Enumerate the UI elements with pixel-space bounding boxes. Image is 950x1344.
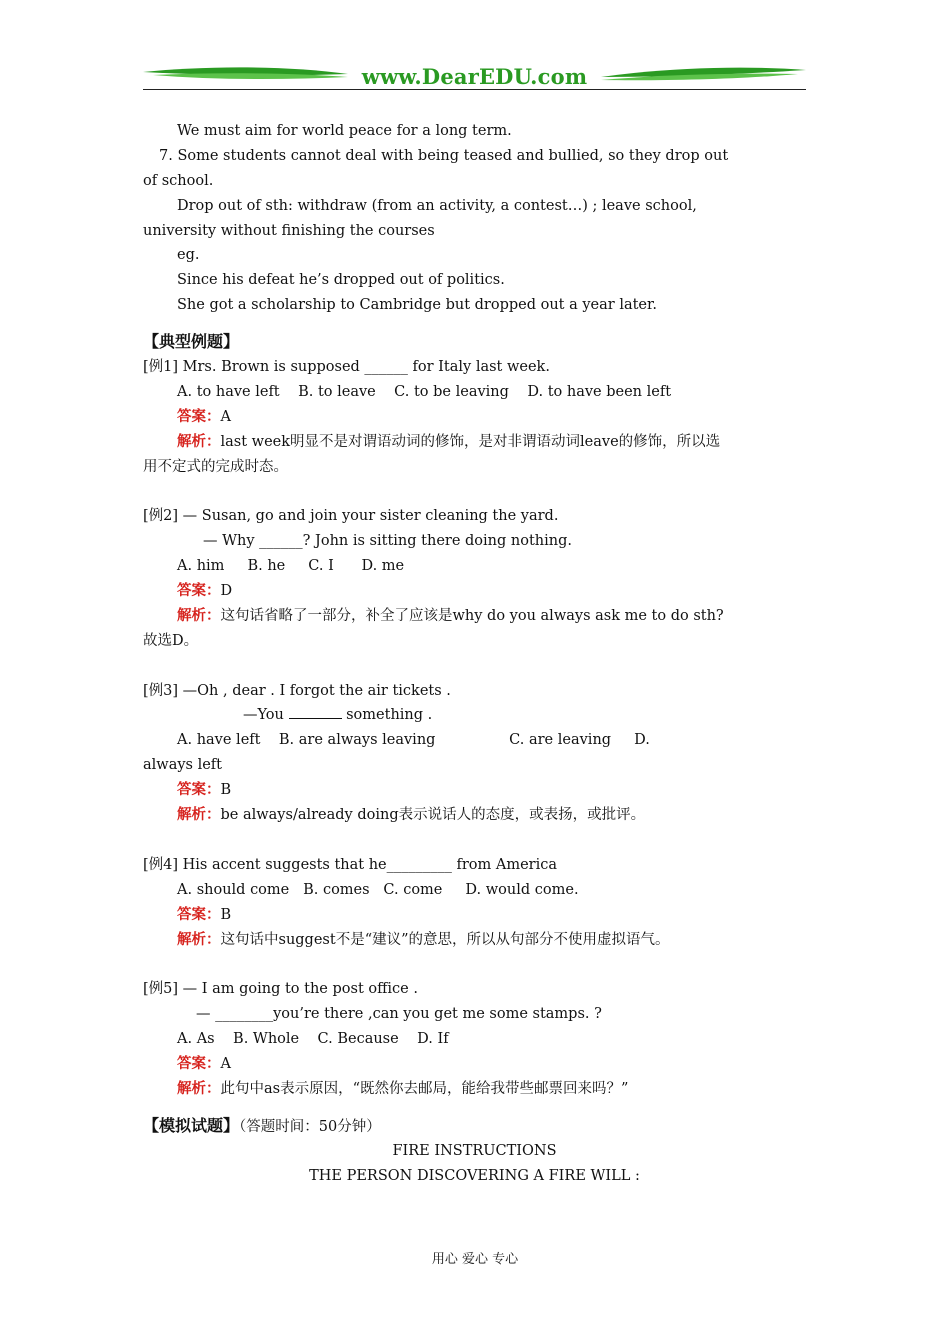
answer-label: 答案：	[177, 1055, 221, 1072]
section-heading: 【模拟试题】（答题时间：50分钟）	[143, 1115, 381, 1135]
answer-label: 答案：	[177, 408, 221, 425]
text-line: eg.	[177, 247, 200, 264]
example-explanation	[143, 1077, 806, 1102]
example-options: A. to have left B. to leave C. to be leaving D. to have been left	[177, 383, 672, 400]
page-footer: 用心 爱心 专心	[431, 1252, 519, 1267]
section-heading: 【典型例题】	[143, 332, 240, 352]
explanation-text: 故选D。	[143, 632, 199, 649]
explanation-text: last week明显不是对谓语动词的修饰，是对非谓语动词leave的修饰，所以选	[220, 433, 721, 450]
answer-value: D	[220, 583, 233, 600]
example-question: —You something .	[143, 703, 806, 728]
answer-label: 答案：	[177, 583, 221, 600]
answer-value: A	[220, 408, 231, 425]
text-line: 7. Some students cannot deal with being teased and bullied, so they drop out	[159, 147, 729, 164]
example-question: — Why ______? John is sitting there doing nothing.	[203, 533, 572, 550]
document-body	[143, 119, 806, 1188]
text-line: Drop out of sth: withdraw (from an activity, a contest…) ; leave school,	[177, 197, 697, 214]
example-answer	[143, 1052, 806, 1077]
text-line: We must aim for world peace for a long term.	[177, 123, 512, 139]
explanation-label: 解析：	[177, 433, 221, 450]
example-explanation	[143, 430, 806, 455]
answer-label: 答案：	[177, 782, 221, 799]
example-options: always left	[143, 757, 222, 774]
example-options: A. him B. he C. I D. me	[177, 558, 405, 575]
explanation-text: 这句话省略了一部分，补全了应该是why do you always ask me to do sth?	[220, 607, 724, 624]
example-explanation	[143, 604, 806, 629]
passage-title: FIRE INSTRUCTIONS	[392, 1142, 557, 1159]
page-header	[143, 62, 806, 92]
example-options: A. As B. Whole C. Because D. If	[177, 1031, 449, 1048]
site-logo-text: www.DearEDU.com	[361, 64, 588, 89]
example-question: [例1] Mrs. Brown is supposed ______ for Italy last week.	[143, 359, 550, 376]
explanation-text: be always/already doing表示说话人的态度，或表扬，或批评。	[220, 807, 646, 824]
explanation-text: 这句话中suggest不是“建议”的意思，所以从句部分不使用虚拟语气。	[220, 931, 670, 948]
example-question: — ________you’re there ,can you get me some stamps. ?	[196, 1006, 602, 1023]
explanation-text: 此句中as表示原因，“既然你去邮局，能给我带些邮票回来吗？”	[220, 1080, 629, 1097]
answer-blank	[289, 704, 342, 719]
explanation-label: 解析：	[177, 607, 221, 624]
example-question: [例5] — I am going to the post office .	[143, 981, 418, 998]
example-explanation	[143, 928, 806, 953]
text-line: university without finishing the courses	[143, 222, 435, 239]
answer-value: B	[220, 782, 232, 799]
example-question: [例2] — Susan, go and join your sister cleaning the yard.	[143, 508, 559, 525]
example-question: [例3] —Oh , dear . I forgot the air tickets .	[143, 682, 451, 699]
section-subtitle: （答题时间：50分钟）	[239, 1118, 381, 1135]
explanation-label: 解析：	[177, 807, 221, 824]
explanation-text: 用不定式的完成时态。	[143, 458, 288, 475]
example-explanation	[143, 803, 806, 828]
answer-label: 答案：	[177, 906, 221, 923]
explanation-label: 解析：	[177, 1080, 221, 1097]
text-line: of school.	[143, 172, 214, 189]
example-question: [例4] His accent suggests that he_________ from America	[143, 856, 558, 873]
example-options: A. have left B. are always leaving C. are leaving D.	[177, 732, 650, 749]
answer-value: B	[220, 906, 232, 923]
example-answer	[143, 579, 806, 604]
header-rule	[143, 89, 806, 90]
passage-subtitle: THE PERSON DISCOVERING A FIRE WILL :	[309, 1167, 640, 1184]
example-answer	[143, 778, 806, 803]
answer-value: A	[220, 1055, 231, 1072]
explanation-label: 解析：	[177, 931, 221, 948]
text-line: Since his defeat he’s dropped out of politics.	[177, 272, 505, 289]
text-line: She got a scholarship to Cambridge but dropped out a year later.	[177, 297, 657, 314]
example-answer	[143, 405, 806, 430]
example-answer	[143, 903, 806, 928]
example-options: A. should come B. comes C. come D. would come.	[177, 881, 579, 898]
